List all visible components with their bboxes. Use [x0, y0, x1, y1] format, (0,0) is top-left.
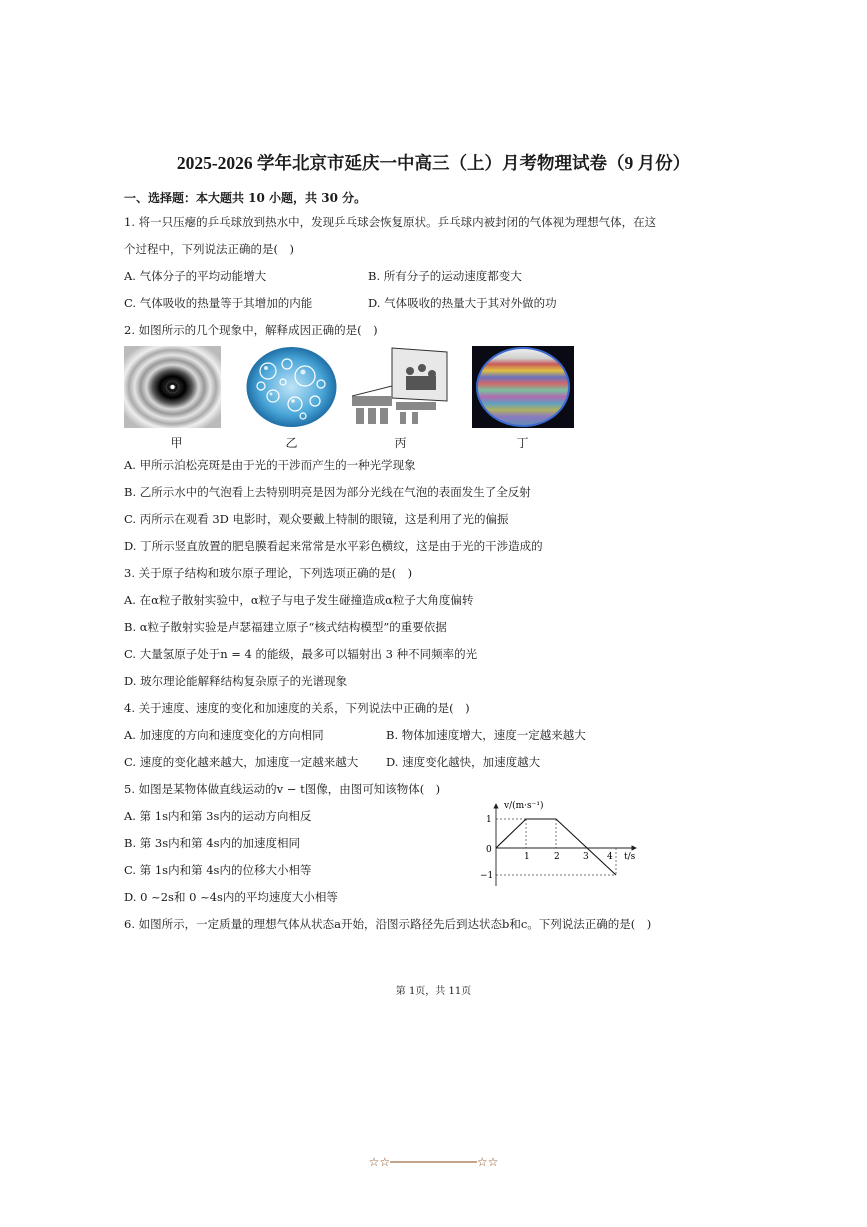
- caption-yi: 乙: [285, 436, 298, 450]
- x-tick-3: 3: [583, 852, 589, 862]
- q5-option-a: A. 第 1s内和第 3s内的运动方向相反: [124, 809, 312, 823]
- q2-stem: 2. 如图所示的几个现象中，解释成因正确的是( ): [124, 323, 378, 337]
- bubbles-image: [243, 346, 340, 428]
- q5-option-b: B. 第 3s内和第 4s内的加速度相同: [124, 836, 301, 850]
- y-axis-label: v/(m·s⁻¹): [504, 801, 544, 811]
- caption-ding: 丁: [516, 436, 529, 450]
- q1-stem-line2: 个过程中，下列说法正确的是( ): [124, 242, 294, 256]
- soap-film-image: [472, 346, 574, 428]
- q5-option-c: C. 第 1s内和第 4s内的位移大小相等: [124, 863, 312, 877]
- x-tick-2: 2: [554, 852, 560, 862]
- origin-label: 0: [486, 845, 492, 855]
- q4-option-a: A. 加速度的方向和速度变化的方向相同: [124, 728, 324, 742]
- q3-option-a: A. 在α粒子散射实验中，α粒子与电子发生碰撞造成α粒子大角度偏转: [124, 593, 474, 607]
- q1-option-d: D. 气体吸收的热量大于其对外做的功: [368, 296, 557, 310]
- page-title: 2025-2026 学年北京市延庆一中高三（上）月考物理试卷（9 月份）: [176, 153, 691, 173]
- q2-option-b: B. 乙所示水中的气泡看上去特别明亮是因为部分光线在气泡的表面发生了全反射: [124, 485, 531, 499]
- q3-option-b: B. α粒子散射实验是卢瑟福建立原子“核式结构模型”的重要依据: [124, 620, 447, 634]
- caption-bing: 丙: [394, 436, 407, 450]
- star-decoration: ☆☆────────────☆☆: [368, 1155, 499, 1169]
- q1-stem-line1: 1. 将一只压瘪的乒乓球放到热水中，发现乒乓球会恢复原状。乒乓球内被封闭的气体视为理想气体，在这: [124, 215, 657, 229]
- q1-option-c: C. 气体吸收的热量等于其增加的内能: [124, 296, 313, 310]
- q2-option-c: C. 丙所示在观看 3D 电影时，观众要戴上特制的眼镜，这是利用了光的偏振: [124, 512, 509, 526]
- q1-option-b: B. 所有分子的运动速度都变大: [368, 269, 522, 283]
- caption-jia: 甲: [170, 436, 183, 450]
- q3-option-c: C. 大量氢原子处于n = 4 的能级，最多可以辐射出 3 种不同频率的光: [124, 647, 478, 661]
- q4-option-b: B. 物体加速度增大，速度一定越来越大: [386, 728, 586, 742]
- vt-graph: [474, 798, 644, 890]
- page-footer: 第 1页，共 11页: [395, 986, 472, 997]
- q4-stem: 4. 关于速度、速度的变化和加速度的关系，下列说法中正确的是( ): [124, 701, 470, 715]
- q2-option-d: D. 丁所示竖直放置的肥皂膜看起来常常是水平彩色横纹，这是由于光的干涉造成的: [124, 539, 543, 553]
- poisson-spot-image: [124, 346, 221, 428]
- x-tick-1: 1: [524, 852, 530, 862]
- q5-stem: 5. 如图是某物体做直线运动的v − t图像，由图可知该物体( ): [124, 782, 441, 796]
- projection-3d-image: [352, 346, 449, 428]
- q4-option-d: D. 速度变化越快，加速度越大: [386, 755, 541, 769]
- section-heading: 一、选择题：本大题共 10 小题，共 30 分。: [124, 191, 367, 205]
- q3-stem: 3. 关于原子结构和玻尔原子理论，下列选项正确的是( ): [124, 566, 413, 580]
- y-tick-neg1: −1: [480, 871, 494, 881]
- x-tick-4: 4: [607, 852, 613, 862]
- y-tick-1: 1: [486, 815, 492, 825]
- q4-option-c: C. 速度的变化越来越大，加速度一定越来越大: [124, 755, 359, 769]
- x-axis-label: t/s: [624, 852, 636, 862]
- q1-option-a: A. 气体分子的平均动能增大: [124, 269, 267, 283]
- q6-stem: 6. 如图所示，一定质量的理想气体从状态a开始，沿图示路径先后到达状态b和c。下列说法正确的是( ): [124, 917, 652, 931]
- q5-option-d: D. 0 ~2s和 0 ~4s内的平均速度大小相等: [124, 890, 338, 904]
- footer-decoration: [0, 1151, 867, 1170]
- q2-option-a: A. 甲所示泊松亮斑是由于光的干涉而产生的一种光学现象: [124, 458, 416, 472]
- q3-option-d: D. 玻尔理论能解释结构复杂原子的光谱现象: [124, 674, 348, 688]
